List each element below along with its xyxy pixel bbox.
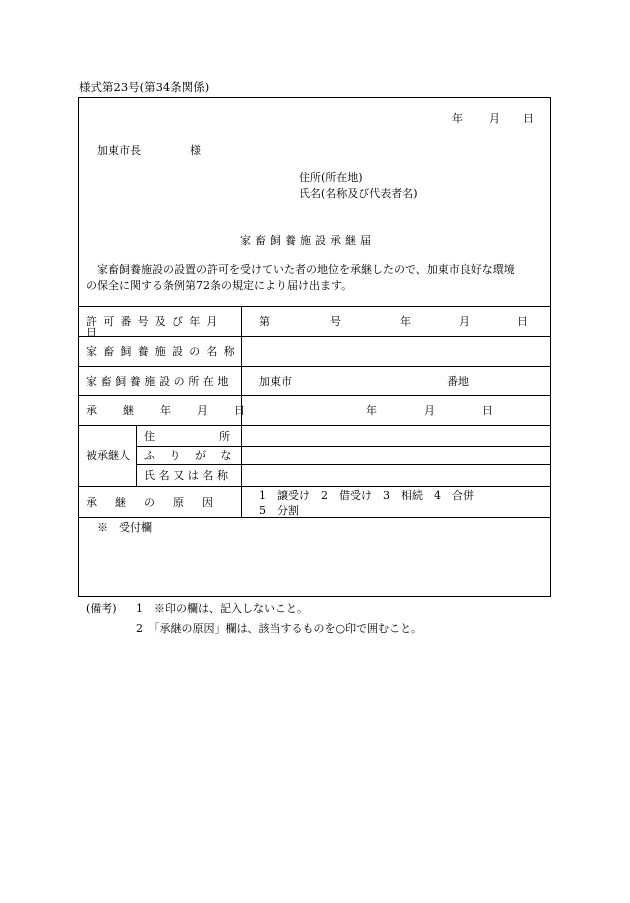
- predecessor-name-label: 氏名又は名称: [144, 469, 232, 482]
- notes-heading: (備考): [86, 602, 117, 615]
- permit-year-label: 年: [400, 315, 411, 328]
- cause-options-line-2: 5 分割: [259, 504, 299, 517]
- body-text-line-2: の保全に関する条例第72条の規定により届け出ます。: [86, 279, 353, 292]
- cause-label: 承継の原因: [86, 496, 231, 509]
- table-column-rule: [136, 425, 137, 486]
- body-text-line-1: 家畜飼養施設の設置の許可を受けていた者の地位を承継したので、加東市良好な環境: [97, 263, 515, 276]
- table-rule: [136, 464, 551, 465]
- table-rule: [78, 395, 551, 396]
- table-rule: [136, 446, 551, 447]
- date-day-label: 日: [523, 112, 534, 125]
- note-2: 2 「承継の原因」欄は、該当するものを○印で囲むこと。: [136, 622, 423, 635]
- addressee-mayor: 加東市長: [97, 144, 141, 157]
- form-number: 様式第23号(第34条関係): [79, 80, 210, 94]
- facility-name-label: 家畜飼養施設の名称: [86, 345, 241, 358]
- date-month-label: 月: [489, 112, 500, 125]
- table-rule: [78, 425, 551, 426]
- reception-field-label: ※ 受付欄: [97, 521, 152, 534]
- applicant-address-label: 住所(所在地): [299, 171, 363, 184]
- table-rule: [78, 366, 551, 367]
- permit-day-label: 日: [517, 315, 528, 328]
- table-rule: [78, 486, 551, 487]
- predecessor-address-label: 住所: [144, 430, 294, 443]
- addressee-honorific: 様: [190, 144, 201, 157]
- succession-month-label: 月: [424, 404, 435, 417]
- permit-label: 許可番号及び年月日: [86, 315, 224, 339]
- facility-location-city: 加東市: [259, 375, 292, 388]
- succession-year-label: 年: [366, 404, 377, 417]
- facility-location-label: 家畜飼養施設の所在地: [86, 375, 232, 388]
- applicant-name-label: 氏名(名称及び代表者名): [299, 187, 418, 200]
- document-title: 家畜飼養施設承継届: [240, 234, 375, 247]
- cause-options-line-1: 1 譲受け 2 借受け 3 相続 4 合併: [259, 489, 474, 502]
- permit-go-label: 号: [330, 315, 341, 328]
- date-year-label: 年: [452, 112, 463, 125]
- table-rule: [78, 306, 551, 307]
- note-1: 1 ※印の欄は、記入しないこと。: [136, 602, 308, 615]
- permit-month-label: 月: [459, 315, 470, 328]
- facility-location-banchi: 番地: [447, 375, 469, 388]
- predecessor-label: 被承継人: [86, 449, 130, 462]
- succession-day-label: 日: [482, 404, 493, 417]
- succession-date-label: 承継年月日: [86, 404, 271, 417]
- table-rule: [78, 517, 551, 518]
- predecessor-furigana-label: ふりがな: [144, 449, 246, 462]
- permit-dai-label: 第: [259, 315, 270, 328]
